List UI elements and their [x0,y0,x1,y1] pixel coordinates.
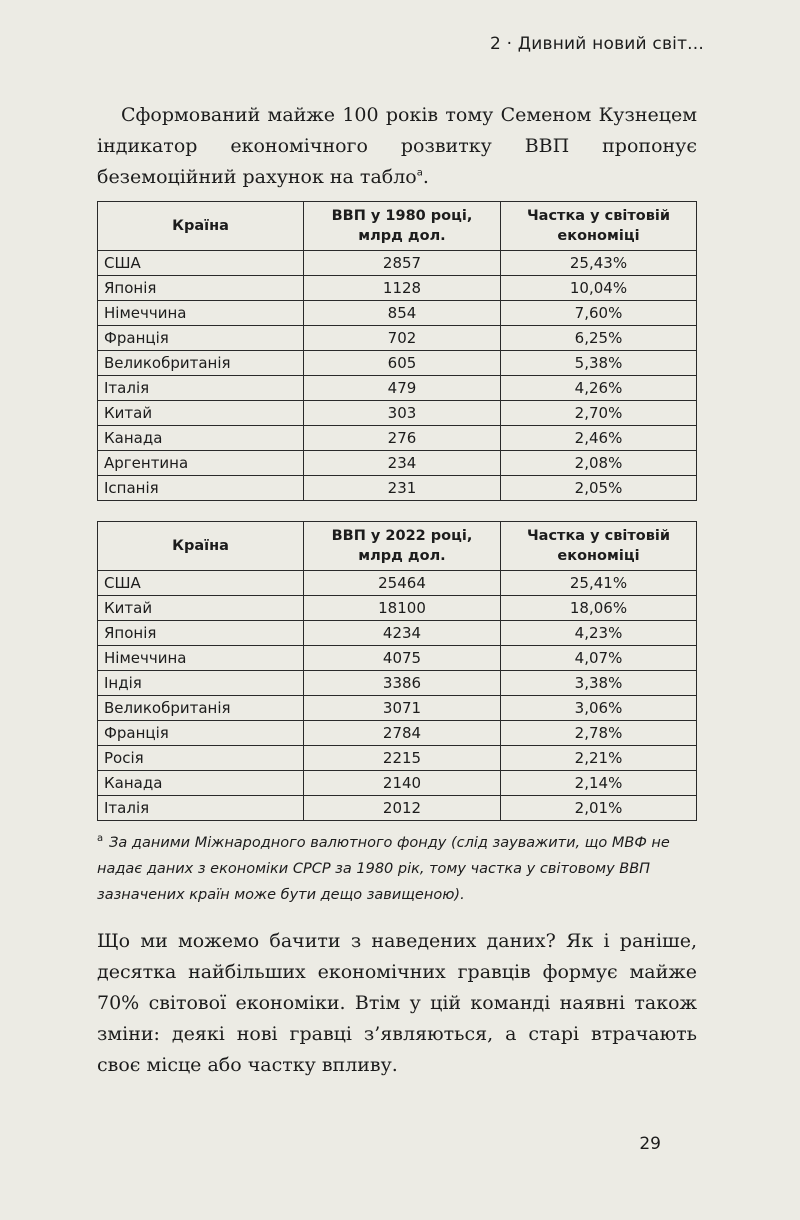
cell-gdp: 231 [304,476,501,501]
cell-share: 4,26% [501,376,697,401]
cell-gdp: 2784 [304,721,501,746]
cell-gdp: 2012 [304,796,501,821]
table-row [98,251,697,276]
cell-gdp: 4234 [304,621,501,646]
cell-gdp: 854 [304,301,501,326]
column-header-share: Частка у світовій економіці [501,522,697,571]
intro-paragraph: Сформований майже 100 років тому Семеном Кузнецем індикатор економічного розвитку ВВП пропонує беземоційний рахунок на табло$^a$. [97,104,697,188]
table-row [98,326,697,351]
cell-share: 7,60% [501,301,697,326]
cell-share: 2,21% [501,746,697,771]
cell-gdp: 276 [304,426,501,451]
cell-gdp: 2140 [304,771,501,796]
table-row [98,771,697,796]
intro-text: Сформований майже 100 років тому Семеном Кузнецем індикатор економічного розвитку ВВП пропонує беземоційний рахунок на табло [97,104,697,188]
cell-share: 6,25% [501,326,697,351]
cell-gdp: 702 [304,326,501,351]
table-row [98,696,697,721]
table-row [98,571,697,596]
cell-share: 5,38% [501,351,697,376]
table-row [98,451,697,476]
table-row [98,746,697,771]
table-row [98,276,697,301]
cell-share: 18,06% [501,596,697,621]
table-row [98,351,697,376]
cell-country: Іспанія [98,476,304,501]
cell-gdp: 605 [304,351,501,376]
column-header-gdp: ВВП у 1980 році, млрд дол. [304,202,501,251]
table-header-row [98,522,697,571]
table-row [98,426,697,451]
cell-gdp: 25464 [304,571,501,596]
cell-country: Італія [98,376,304,401]
column-header-gdp: ВВП у 2022 році, млрд дол. [304,522,501,571]
cell-country: Франція [98,326,304,351]
cell-country: Великобританія [98,351,304,376]
body-paragraph [97,926,697,1081]
cell-gdp: 479 [304,376,501,401]
running-header: 2 · Дивний новий світ... [489,34,704,54]
table-row [98,796,697,821]
cell-share: 3,06% [501,696,697,721]
cell-country: Китай [98,596,304,621]
cell-country: Канада [98,426,304,451]
cell-share: 2,08% [501,451,697,476]
cell-share: 4,23% [501,621,697,646]
cell-gdp: 303 [304,401,501,426]
cell-country: Німеччина [98,301,304,326]
cell-gdp: 18100 [304,596,501,621]
body-text: Що ми можемо бачити з наведених даних? Як і раніше, десятка найбільших економічних гравців формує майже 70% світової економіки. Втім у цій команді наявні також зміни: деякі нові гравці з’являються, а старі втрачають своє місце або частку впливу. [97,930,697,1076]
table-row [98,646,697,671]
cell-country: Франція [98,721,304,746]
cell-share: 4,07% [501,646,697,671]
cell-gdp: 4075 [304,646,501,671]
cell-share: 2,70% [501,401,697,426]
cell-country: Росія [98,746,304,771]
footnote-text: За даними Міжнародного валютного фонду (слід зауважити, що МВФ не надає даних з економіки СРСР за 1980 рік, тому частка у світовому ВВП зазначених країн може бути дещо завищеною). [97,835,670,903]
table-row [98,376,697,401]
cell-country: Японія [98,621,304,646]
table-row [98,596,697,621]
cell-country: США [98,251,304,276]
table-row [98,671,697,696]
gdp-table-1980 [97,201,697,501]
cell-country: Японія [98,276,304,301]
gdp-table-2022 [97,521,697,821]
table-row [98,721,697,746]
cell-share: 10,04% [501,276,697,301]
cell-gdp: 1128 [304,276,501,301]
cell-country: Італія [98,796,304,821]
cell-share: 25,41% [501,571,697,596]
cell-share: 2,46% [501,426,697,451]
column-header-share: Частка у світовій економіці [501,202,697,251]
cell-gdp: 2857 [304,251,501,276]
cell-gdp: 2215 [304,746,501,771]
page-number: 29 [639,1134,661,1154]
cell-share: 2,01% [501,796,697,821]
cell-share: 25,43% [501,251,697,276]
cell-gdp: 3071 [304,696,501,721]
intro-footnote-mark: a [416,167,423,179]
table-row [98,301,697,326]
cell-share: 2,05% [501,476,697,501]
column-header-country: Країна [98,202,304,251]
cell-gdp: 3386 [304,671,501,696]
cell-country: Німеччина [98,646,304,671]
cell-country: Аргентина [98,451,304,476]
cell-country: США [98,571,304,596]
cell-share: 2,14% [501,771,697,796]
cell-country: Великобританія [98,696,304,721]
table-row [98,401,697,426]
cell-share: 3,38% [501,671,697,696]
table-row [98,476,697,501]
footnote [97,830,697,908]
cell-gdp: 234 [304,451,501,476]
table-row [98,621,697,646]
footnote-mark: a [97,833,104,845]
cell-country: Китай [98,401,304,426]
cell-country: Канада [98,771,304,796]
column-header-country: Країна [98,522,304,571]
cell-share: 2,78% [501,721,697,746]
cell-country: Індія [98,671,304,696]
table-header-row [98,202,697,251]
